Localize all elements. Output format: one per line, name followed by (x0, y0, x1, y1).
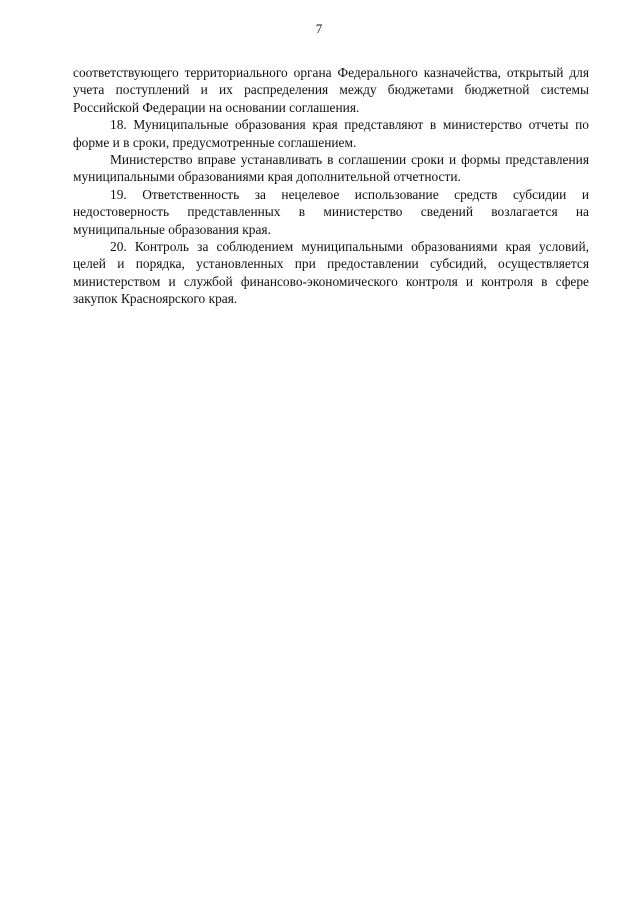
paragraph-18-reports: 18. Муниципальные образования края представляют в министерство отчеты по форме и в сроки, предусмотренные соглашением. (73, 117, 589, 150)
document-body (73, 64, 589, 308)
page-number: 7 (315, 21, 323, 36)
paragraph-ministry-additional-reporting: Министерство вправе устанавливать в соглашении сроки и формы представления муниципальными образованиями края дополнительной отчетности. (73, 152, 589, 185)
paragraph-continuation: соответствующего территориального органа Федерального казначейства, открытый для учета поступлений и их распределения между бюджетами бюджетной системы Российской Федерации на основании соглашения. (73, 65, 589, 115)
paragraph-19-responsibility: 19. Ответственность за нецелевое использование средств субсидии и недостоверность представленных в министерство сведений возлагается на муниципальные образования края. (73, 186, 589, 237)
paragraph-20-control: 20. Контроль за соблюдением муниципальными образованиями края условий, целей и порядка, установленных при предоставлении субсидий, осуществляется министерством и службой финансово-экономического контроля и контроля в сфере закупок Красноярского края. (73, 239, 589, 307)
